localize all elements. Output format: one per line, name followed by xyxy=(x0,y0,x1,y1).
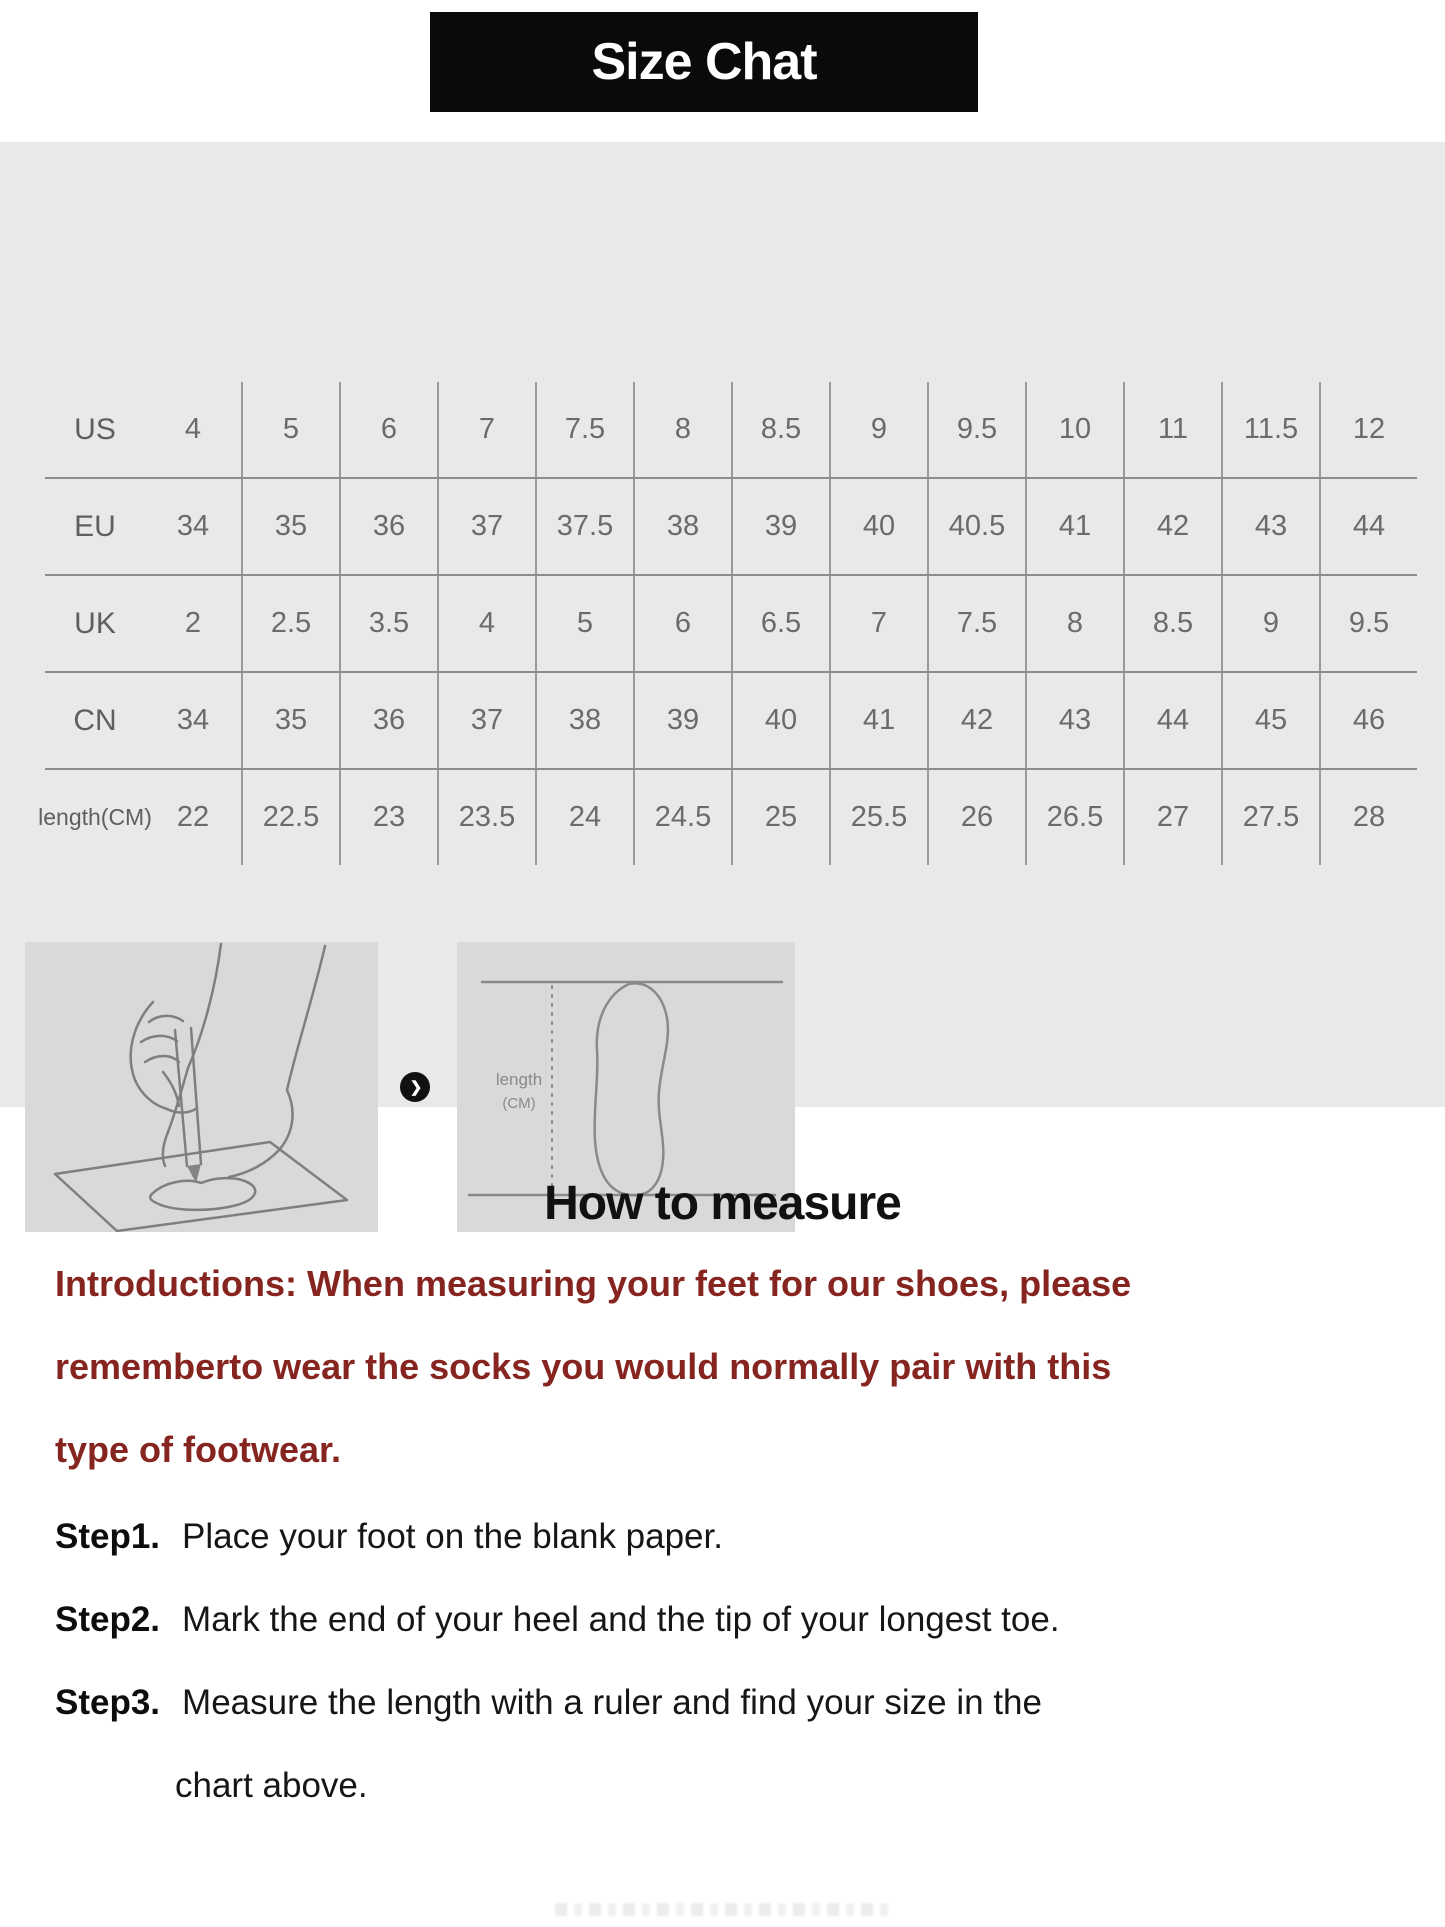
size-cell: 8.5 xyxy=(1123,576,1221,671)
size-cell: 23.5 xyxy=(437,770,535,865)
size-cell: 44 xyxy=(1123,673,1221,768)
size-cell: 9.5 xyxy=(1319,576,1417,671)
size-cell: 6 xyxy=(339,382,437,477)
size-cell: 5 xyxy=(535,576,633,671)
size-cell: 9 xyxy=(829,382,927,477)
size-table-row xyxy=(45,574,1417,671)
size-cell: 7.5 xyxy=(927,576,1025,671)
size-cell: 35 xyxy=(241,673,339,768)
step-1-text: Place your foot on the blank paper. xyxy=(182,1517,723,1556)
size-cell: 36 xyxy=(339,479,437,574)
step-1 xyxy=(55,1517,1415,1557)
chevron-right-icon: ❯ xyxy=(409,1078,423,1096)
size-cell: 34 xyxy=(176,704,210,736)
finger-3 xyxy=(149,1016,183,1022)
step-3-label: Step3. xyxy=(55,1683,161,1722)
size-table-row xyxy=(45,671,1417,768)
intro-text-line-3: type of footwear. xyxy=(55,1429,342,1470)
size-cell: 43 xyxy=(1221,479,1319,574)
size-table-row xyxy=(45,382,1417,477)
size-cell: 35 xyxy=(241,479,339,574)
finger-1 xyxy=(145,1056,179,1062)
length-label-line2: (CM) xyxy=(502,1095,536,1112)
size-cell: 41 xyxy=(1025,479,1123,574)
size-cell: 22 xyxy=(176,801,210,833)
size-cell: 37 xyxy=(437,673,535,768)
size-cell: 40 xyxy=(829,479,927,574)
size-table xyxy=(38,382,1417,865)
size-cell: 10 xyxy=(1025,382,1123,477)
size-table-row-label: length(CM) xyxy=(38,804,152,830)
size-cell: 25 xyxy=(731,770,829,865)
size-cell: 11.5 xyxy=(1221,382,1319,477)
illegible-watermark-fragment xyxy=(555,1903,895,1916)
size-cell: 2.5 xyxy=(241,576,339,671)
size-cell: 3.5 xyxy=(339,576,437,671)
page-title: Size Chat xyxy=(591,33,817,91)
size-cell: 12 xyxy=(1319,382,1417,477)
size-cell: 7 xyxy=(829,576,927,671)
thumb xyxy=(163,1072,179,1106)
step-2-text: Mark the end of your heel and the tip of your longest toe. xyxy=(182,1600,1060,1639)
size-table-row xyxy=(38,768,1417,865)
size-cell: 41 xyxy=(829,673,927,768)
foot-outline xyxy=(595,983,668,1195)
size-table-row-label: EU xyxy=(74,509,116,543)
step-3-text: Measure the length with a ruler and find your size in the xyxy=(182,1683,1042,1722)
size-cell: 34 xyxy=(176,510,210,542)
how-to-measure-heading: How to measure xyxy=(544,1177,901,1230)
size-table-row xyxy=(45,477,1417,574)
size-cell: 26.5 xyxy=(1025,770,1123,865)
size-cell: 26 xyxy=(927,770,1025,865)
step-3-continuation: chart above. xyxy=(175,1766,368,1805)
size-cell: 22.5 xyxy=(241,770,339,865)
size-cell: 25.5 xyxy=(829,770,927,865)
size-cell: 4 xyxy=(437,576,535,671)
size-table-row-label: CN xyxy=(73,703,117,737)
step-3 xyxy=(55,1683,1415,1723)
size-cell: 40 xyxy=(731,673,829,768)
size-chart-panel xyxy=(0,142,1445,1112)
size-cell: 40.5 xyxy=(927,479,1025,574)
size-cell: 23 xyxy=(339,770,437,865)
size-cell: 42 xyxy=(927,673,1025,768)
step-2 xyxy=(55,1600,1415,1640)
size-cell: 37 xyxy=(437,479,535,574)
size-cell: 39 xyxy=(633,673,731,768)
intro-text-line-2: rememberto wear the socks you would normally pair with this xyxy=(55,1346,1112,1387)
size-cell: 9.5 xyxy=(927,382,1025,477)
size-cell: 7 xyxy=(437,382,535,477)
size-cell: 43 xyxy=(1025,673,1123,768)
size-cell: 5 xyxy=(241,382,339,477)
step-2-label: Step2. xyxy=(55,1600,161,1639)
size-cell: 8 xyxy=(1025,576,1123,671)
size-cell: 24.5 xyxy=(633,770,731,865)
length-label-line1: length xyxy=(495,1070,543,1089)
size-cell: 45 xyxy=(1221,673,1319,768)
size-cell: 36 xyxy=(339,673,437,768)
size-cell: 39 xyxy=(731,479,829,574)
step-1-label: Step1. xyxy=(55,1517,161,1556)
size-cell: 2 xyxy=(184,607,202,639)
finger-2 xyxy=(141,1036,177,1042)
size-table-row-label: US xyxy=(74,412,116,446)
size-cell: 38 xyxy=(633,479,731,574)
size-table-row-label: UK xyxy=(74,606,116,640)
size-cell: 8.5 xyxy=(731,382,829,477)
size-chart-header xyxy=(430,12,978,112)
ankle-curve xyxy=(163,1068,188,1166)
next-step-arrow-icon xyxy=(400,1072,430,1102)
size-cell: 27.5 xyxy=(1221,770,1319,865)
size-cell: 44 xyxy=(1319,479,1417,574)
size-cell: 27 xyxy=(1123,770,1221,865)
size-cell: 24 xyxy=(535,770,633,865)
heel-curve xyxy=(229,1090,293,1177)
size-cell: 6 xyxy=(633,576,731,671)
size-cell: 37.5 xyxy=(535,479,633,574)
size-cell: 9 xyxy=(1221,576,1319,671)
size-cell: 28 xyxy=(1319,770,1417,865)
intro-text-line-1: Introductions: When measuring your feet for our shoes, please xyxy=(55,1263,1132,1304)
shin-back-line xyxy=(287,946,325,1090)
size-cell: 46 xyxy=(1319,673,1417,768)
size-cell: 4 xyxy=(184,413,202,445)
size-cell: 38 xyxy=(535,673,633,768)
size-cell: 11 xyxy=(1123,382,1221,477)
size-cell: 8 xyxy=(633,382,731,477)
size-cell: 42 xyxy=(1123,479,1221,574)
size-cell: 7.5 xyxy=(535,382,633,477)
size-cell: 6.5 xyxy=(731,576,829,671)
